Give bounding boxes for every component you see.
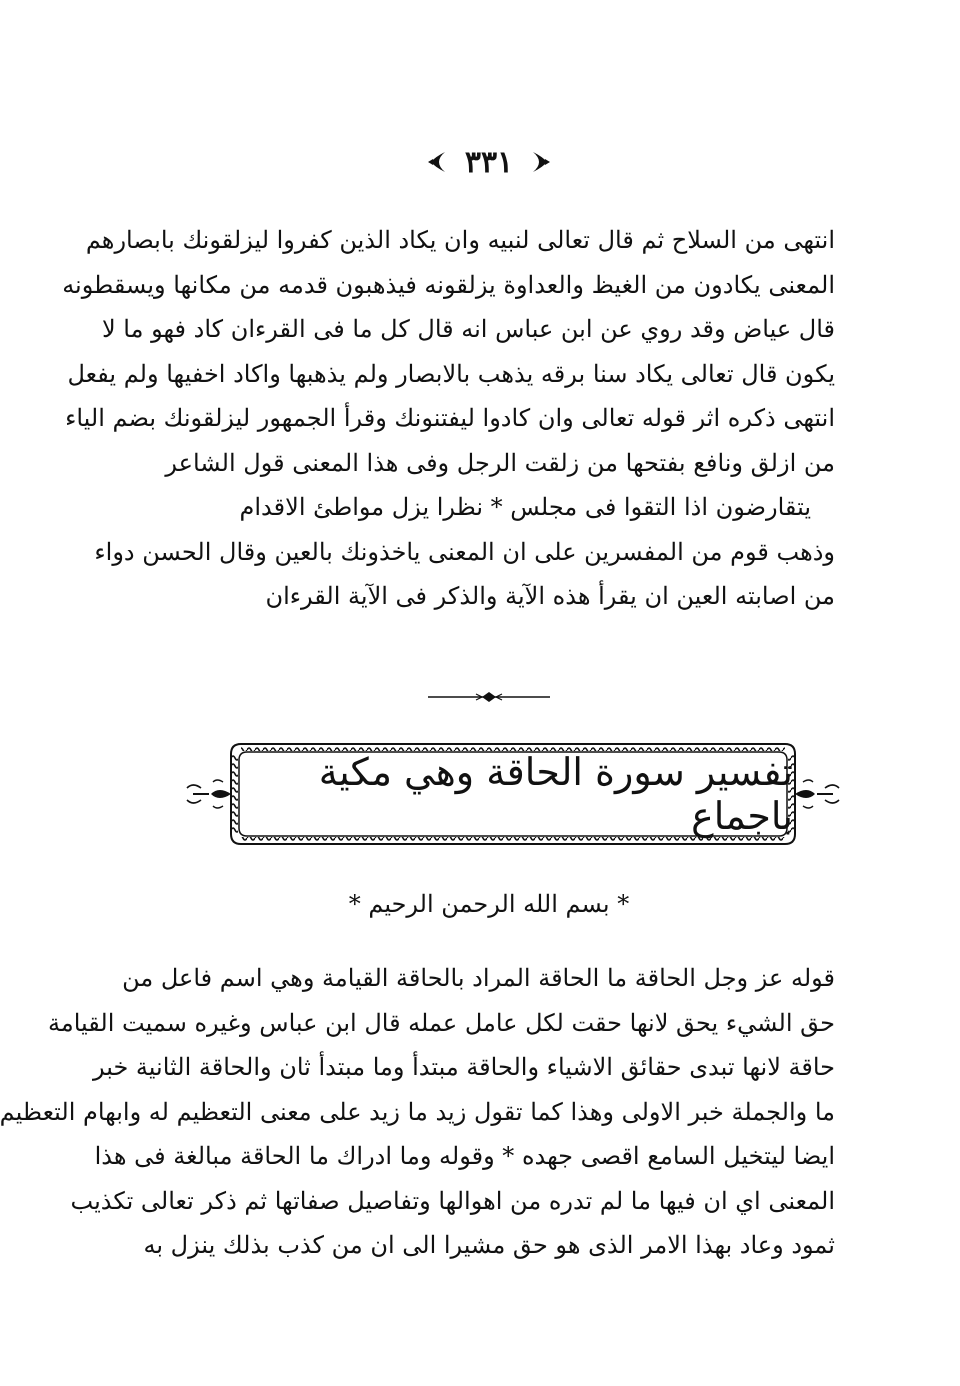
text-line: المعنى اي ان فيها ما لم تدره من اهوالها وتفاصيل صفاتها ثم ذكر تعالى تكذيب (70, 1186, 835, 1215)
text-line: من اصابته العين ان يقرأ هذه الآية والذكر فى الآية القرءان (265, 582, 835, 610)
text-line: حق الشيء يحق لانها حقت لكل عامل عمله قال ابن عباس وغيره سميت القيامة (48, 1008, 835, 1037)
text-line: وذهب قوم من المفسرين على ان المعنى ياخذونك بالعين وقال الحسن دواء (94, 537, 835, 566)
text-line: انتهى ذكره اثر قوله تعالى وان كادوا ليفتنونك وقرأ الجمهور ليزلقونك بضم الياء (65, 404, 835, 432)
verse-line: يتقارضون اذا التقوا فى مجلس * نظرا يزل مواطئ الاقدام (239, 493, 811, 521)
text-line: حاقة لانها تبدى حقائق الاشياء والحاقة مبتدأ وما مبتدأ ثان والحاقة الثانية خبر (92, 1053, 835, 1081)
text-line: قال عياض وقد روي عن ابن عباس انه قال كل ما فى القرءان كاد فهو ما لا (101, 315, 835, 343)
text-line: ما والجملة خبر الاولى وهذا كما تقول زيد ما زيد على معنى التعظيم له وابهام التعظيم (0, 1097, 835, 1126)
text-line: ثمود وعاد بهذا الامر الذى هو حق مشيرا الى ان من كذب بذلك ينزل به (143, 1231, 835, 1259)
section-divider (428, 690, 550, 704)
text-line: يكون قال تعالى يكاد سنا برقه يذهب بالابصار ولم يذهبها واكاد اخفيها ولم يفعل (67, 359, 835, 388)
page-number: ٣٣١ (464, 144, 514, 180)
section-title: تفسير سورة الحاقة وهي مكية باجماع (318, 750, 793, 838)
text-line: ايضا ليتخيل السامع اقصى جهده * وقوله وما ادراك ما الحاقة مبالغة فى هذا (94, 1142, 835, 1170)
right-ornament-icon (527, 149, 553, 175)
basmala: * بسم الله الرحمن الرحيم * (348, 890, 630, 918)
text-line: من ازلق ونافع بفتحها من زلقت الرجل وفى هذا المعنى قول الشاعر (165, 448, 835, 477)
paragraph-1 (62, 218, 835, 619)
text-line: المعنى يكادون من الغيظ والعداوة يزلقونه فيذهبون قدمه من مكانها ويسقطونه (62, 270, 835, 299)
text-line: قوله عز وجل الحاقة ما الحاقة المراد بالحاقة القيامة وهي اسم فاعل من (122, 964, 835, 992)
text-line: انتهى من السلاح ثم قال تعالى لنبيه وان يكاد الذين كفروا ليزلقونك بابصارهم (85, 226, 835, 254)
page-header (18, 142, 960, 182)
paragraph-3 (0, 956, 835, 1268)
left-ornament-icon (425, 149, 451, 175)
